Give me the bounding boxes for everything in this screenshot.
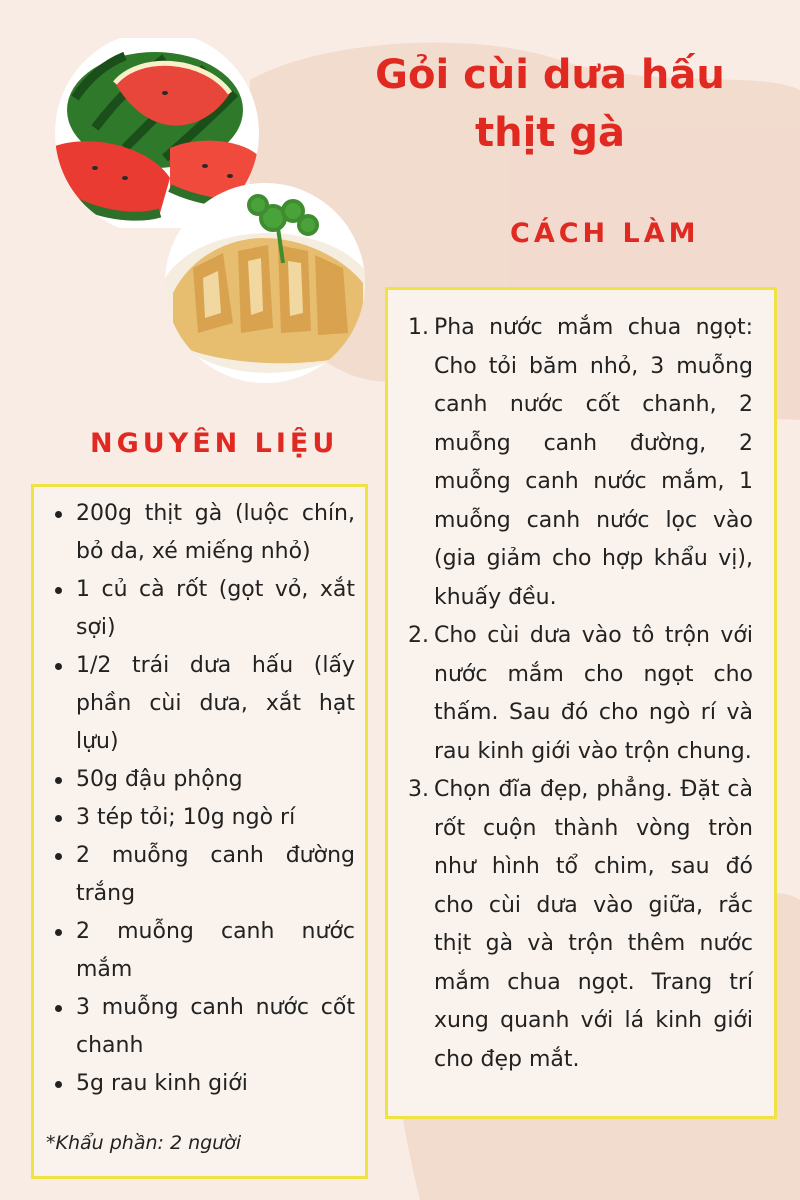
recipe-title: Gỏi cùi dưa hấu thịt gà (375, 52, 725, 156)
ingredient-item: 1/2 trái dưa hấu (lấy phần cùi dưa, xắt hạt lựu) (50, 647, 355, 761)
method-step (408, 617, 753, 771)
chicken-photo (163, 183, 368, 383)
step-number: 3. (408, 777, 429, 802)
ingredients-box (31, 484, 368, 1179)
ingredient-item: 50g đậu phộng (50, 761, 355, 799)
method-step (408, 309, 753, 617)
ingredients-list (50, 495, 355, 1103)
method-heading: CÁCH LÀM (510, 218, 700, 249)
serving-note: *Khẩu phần: 2 người (46, 1132, 242, 1154)
ingredients-heading: NGUYÊN LIỆU (90, 428, 339, 459)
ingredient-item: 5g rau kinh giới (50, 1065, 355, 1103)
ingredient-item: 3 tép tỏi; 10g ngò rí (50, 799, 355, 837)
ingredient-item: 2 muỗng canh nước mắm (50, 913, 355, 989)
step-text: Chọn đĩa đẹp, phẳng. Đặt cà rốt cuộn thành vòng tròn như hình tổ chim, sau đó cho cùi dưa vào giữa, rắc thịt gà và trộn thêm nước mắm chua ngọt. Trang trí xung quanh với lá kinh giới cho đẹp mắt. (434, 777, 753, 1072)
method-steps (408, 309, 753, 1079)
ingredient-item: 3 muỗng canh nước cốt chanh (50, 989, 355, 1065)
ingredient-item: 200g thịt gà (luộc chín, bỏ da, xé miếng nhỏ) (50, 495, 355, 571)
step-text: Cho cùi dưa vào tô trộn với nước mắm cho ngọt cho thấm. Sau đó cho ngò rí và rau kinh giới vào trộn chung. (434, 623, 753, 764)
ingredient-item: 1 củ cà rốt (gọt vỏ, xắt sợi) (50, 571, 355, 647)
method-box (385, 287, 777, 1119)
step-number: 2. (408, 623, 429, 648)
method-step (408, 771, 753, 1079)
step-text: Pha nước mắm chua ngọt: Cho tỏi băm nhỏ, 3 muỗng canh nước cốt chanh, 2 muỗng canh đường, 2 muỗng canh nước mắm, 1 muỗng canh nước lọc vào (gia giảm cho hợp khẩu vị), khuấy đều. (434, 315, 753, 610)
step-number: 1. (408, 315, 429, 340)
ingredient-item: 2 muỗng canh đường trắng (50, 837, 355, 913)
